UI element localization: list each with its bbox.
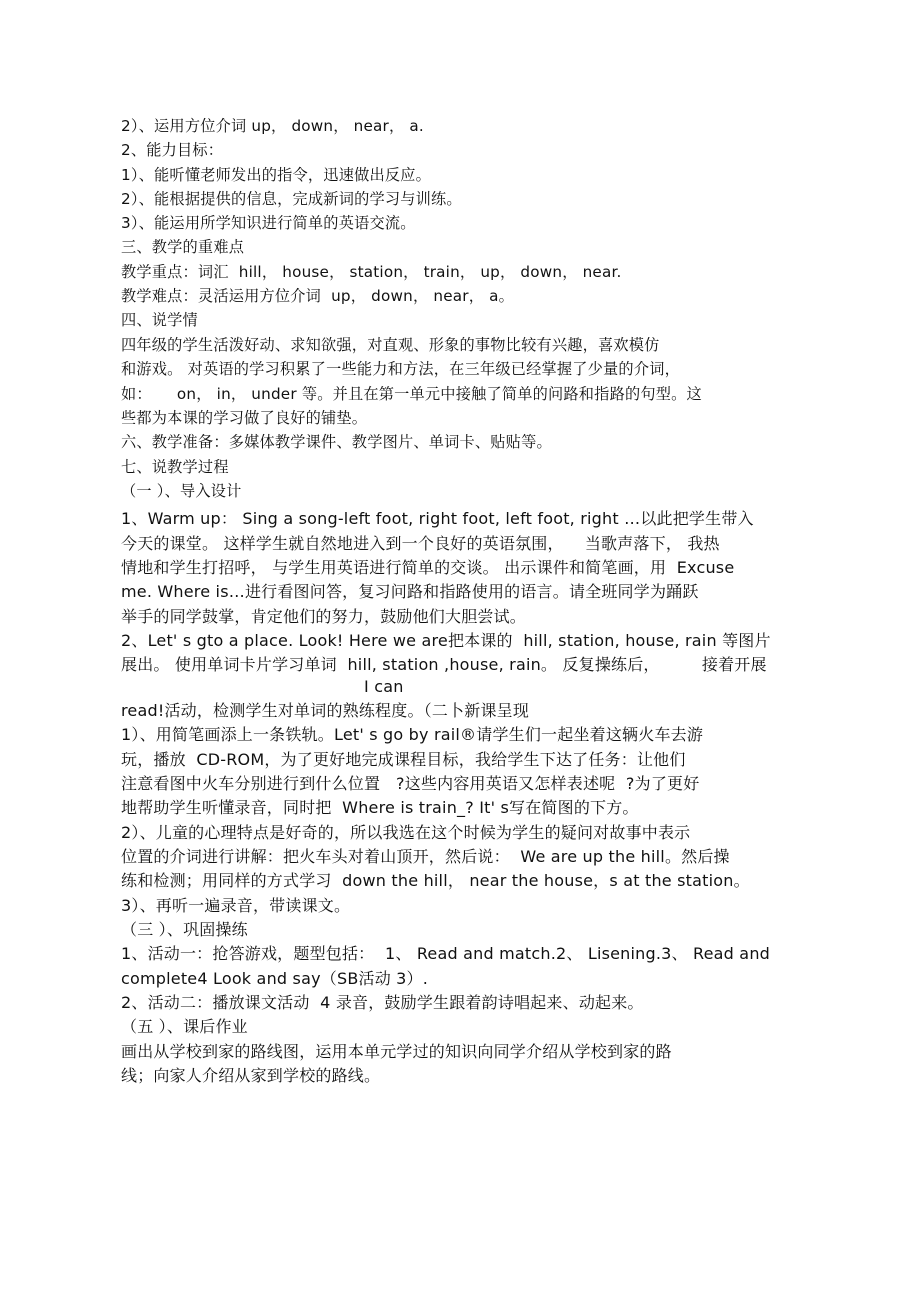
text-line: 注意看图中火车分别进行到什么位置 ?这些内容用英语又怎样表述呢 ?为了更好: [121, 774, 700, 793]
text-line: 2、能力目标：: [121, 141, 224, 159]
text-line: 教学难点：灵活运用方位介词 up， down， near， a。: [121, 287, 514, 305]
text-line: 1、活动一：抢答游戏，题型包括： 1、 Read and match.2、 Lisening.3、 Read and: [121, 944, 771, 963]
text-line: 情地和学生打招呼， 与学生用英语进行简单的交谈。 出示课件和简笔画，用 Excuse: [121, 558, 735, 577]
text-line: I can: [364, 677, 404, 696]
text-line: 3）、能运用所学知识进行简单的英语交流。: [121, 214, 416, 232]
text-line: me. Where is…进行看图问答，复习问路和指路使用的语言。请全班同学为踊跃: [121, 582, 699, 601]
subsection-heading: （一 ）、导入设计: [121, 482, 242, 500]
text-line: 线；向家人介绍从家到学校的路线。: [121, 1066, 381, 1085]
text-line: 教学重点：词汇 hill， house， station， train， up， down， near.: [121, 263, 622, 281]
subsection-heading: （五 ）、课后作业: [121, 1017, 248, 1036]
text-line: 展出。 使用单词卡片学习单词 hill, station ,house, rain。 反复操练后， 接着开展: [121, 655, 767, 674]
text-line: 2）、运用方位介词 up， down， near， a.: [121, 117, 424, 135]
text-line: 2）、能根据提供的信息，完成新词的学习与训练。: [121, 190, 462, 208]
text-line: 地帮助学生听懂录音，同时把 Where is train_? It' s写在简图的下方。: [121, 798, 639, 817]
text-line: 位置的介词进行讲解：把火车头对着山顶开，然后说： We are up the hill。然后操: [121, 847, 730, 866]
text-line: 四年级的学生活泼好动、求知欲强，对直观、形象的事物比较有兴趣，喜欢模仿: [121, 336, 660, 354]
text-line: 些都为本课的学习做了良好的铺垫。: [121, 409, 368, 427]
text-line: 举手的同学鼓掌，肯定他们的努力，鼓励他们大胆尝试。: [121, 607, 527, 626]
section-heading: 四、说学情: [121, 311, 198, 329]
text-line: 练和检测；用同样的方式学习 down the hill， near the house，s at the station。: [121, 871, 750, 890]
text-line: 今天的课堂。 这样学生就自然地进入到一个良好的英语氛围， 当歌声落下， 我热: [121, 534, 720, 553]
text-line: 和游戏。 对英语的学习积累了一些能力和方法，在三年级已经掌握了少量的介词，: [121, 360, 680, 378]
section-heading: 七、说教学过程: [121, 458, 229, 476]
text-line: 1）、能听懂老师发出的指令，迅速做出反应。: [121, 166, 432, 184]
text-line: 2、活动二：播放课文活动 4 录音，鼓励学生跟着韵诗唱起来、动起来。: [121, 993, 644, 1012]
subsection-heading: （三 ）、巩固操练: [121, 920, 248, 939]
section-heading: 六、教学准备：多媒体教学课件、教学图片、单词卡、贴贴等。: [121, 433, 552, 451]
text-line: complete4 Look and say（SB活动 3）.: [121, 969, 429, 988]
text-line: 画出从学校到家的路线图，运用本单元学过的知识向同学介绍从学校到家的路: [121, 1042, 672, 1061]
text-line: 玩，播放 CD-ROM，为了更好地完成课程目标，我给学生下达了任务：让他们: [121, 750, 686, 769]
text-line: 如： on， in， under 等。并且在第一单元中接触了简单的问路和指路的句型。这: [121, 385, 702, 403]
text-line: 2）、儿童的心理特点是好奇的，所以我选在这个时候为学生的疑问对故事中表示: [121, 823, 691, 842]
text-line: read!活动，检测学生对单词的熟练程度。（二卜新课呈现: [121, 701, 530, 720]
text-line: 3）、再听一遍录音，带读课文。: [121, 896, 351, 915]
text-line: 2、Let' s gto a place. Look! Here we are把本课的 hill, station, house, rain 等图片: [121, 631, 771, 650]
section-heading: 三、教学的重难点: [121, 238, 245, 256]
text-line: 1、Warm up： Sing a song-left foot, right foot, left foot, right …以此把学生带入: [121, 509, 754, 528]
text-line: 1）、用简笔画添上一条铁轨。Let' s go by rail®请学生们一起坐着这辆火车去游: [121, 725, 704, 744]
